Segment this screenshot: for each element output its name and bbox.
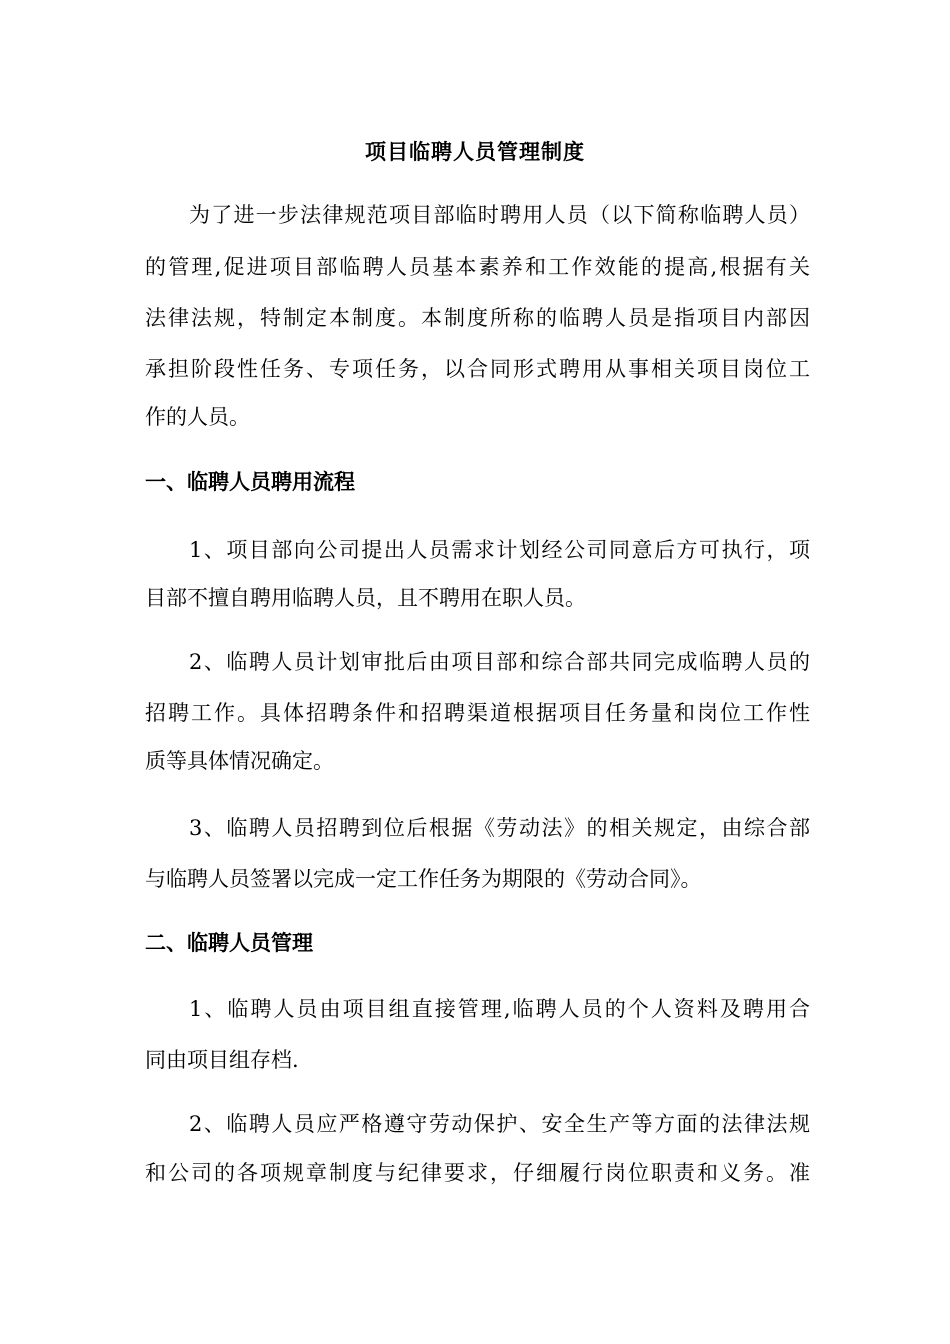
section-2-p1-line-1: 1、临聘人员由项目组直接管理,临聘人员的个人资料及聘用合 <box>189 997 810 1021</box>
section-2-p2-line-2: 和公司的各项规章制度与纪律要求，仔细履行岗位职责和义务。准 <box>145 1161 810 1185</box>
section-1-p2-line-1: 2、临聘人员计划审批后由项目部和综合部共同完成临聘人员的 <box>189 650 810 674</box>
section-1-p2-line-3: 质等具体情况确定。 <box>145 749 334 773</box>
section-1-p1-line-1: 1、项目部向公司提出人员需求计划经公司同意后方可执行，项 <box>189 538 810 562</box>
intro-line-3: 法律法规，特制定本制度。本制度所称的临聘人员是指项目内部因 <box>145 306 810 330</box>
section-2-heading: 二、临聘人员管理 <box>145 931 313 955</box>
section-2-p2-line-1: 2、临聘人员应严格遵守劳动保护、安全生产等方面的法律法规 <box>189 1112 810 1136</box>
intro-line-4: 承担阶段性任务、专项任务，以合同形式聘用从事相关项目岗位工 <box>145 357 810 381</box>
intro-line-2: 的管理,促进项目部临聘人员基本素养和工作效能的提高,根据有关 <box>145 255 810 279</box>
section-1-heading: 一、临聘人员聘用流程 <box>145 470 355 494</box>
section-2-p1-line-2: 同由项目组存档. <box>145 1048 299 1072</box>
intro-line-5: 作的人员。 <box>145 405 250 429</box>
section-1-p3-line-1: 3、临聘人员招聘到位后根据《劳动法》的相关规定，由综合部 <box>189 816 810 840</box>
section-1-p3-line-2: 与临聘人员签署以完成一定工作任务为期限的《劳动合同》。 <box>145 867 702 891</box>
section-1-p1-line-2: 目部不擅自聘用临聘人员，且不聘用在职人员。 <box>145 586 586 610</box>
section-1-p2-line-2: 招聘工作。具体招聘条件和招聘渠道根据项目任务量和岗位工作性 <box>145 701 810 725</box>
intro-line-1: 为了进一步法律规范项目部临时聘用人员（以下简称临聘人员） <box>189 203 810 227</box>
document-title: 项目临聘人员管理制度 <box>365 140 585 164</box>
